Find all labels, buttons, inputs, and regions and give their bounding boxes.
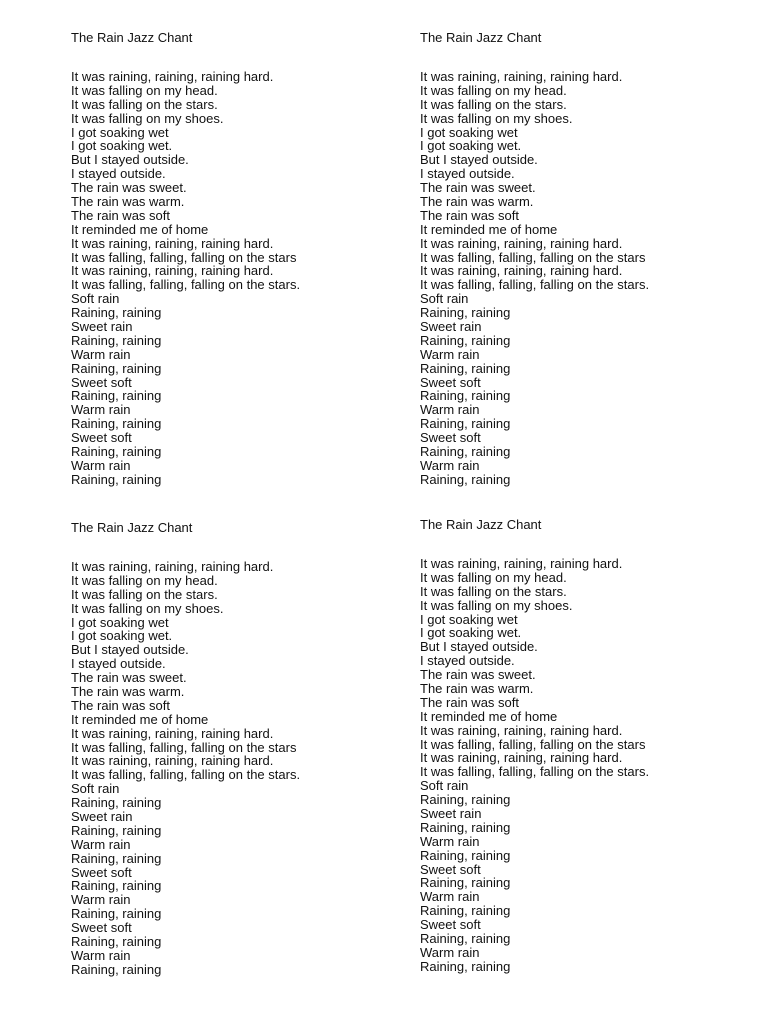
chant-line: The rain was sweet.	[71, 180, 187, 196]
chant-line: Raining, raining	[71, 416, 162, 432]
chant-title: The Rain Jazz Chant	[420, 517, 542, 532]
chant-line: Raining, raining	[71, 444, 162, 460]
chant-line: Soft rain	[71, 781, 120, 797]
chant-line: Sweet soft	[71, 864, 132, 880]
chant-line: It was falling on my shoes.	[420, 110, 573, 126]
chant-lines	[420, 557, 750, 974]
chant-line: Sweet rain	[420, 319, 482, 335]
chant-line: It was falling on the stars.	[71, 96, 218, 112]
chant-line: I got soaking wet	[420, 124, 518, 140]
chant-line: Sweet rain	[71, 809, 133, 825]
chant-line: It reminded me of home	[420, 708, 558, 724]
chant-line: It was raining, raining, raining hard.	[420, 69, 623, 84]
chant-line: It was falling, falling, falling on the stars	[71, 249, 297, 265]
chant-line: It was falling on the stars.	[420, 96, 567, 112]
chant-line: Raining, raining	[71, 934, 162, 950]
chant-line: It was falling on the stars.	[420, 583, 567, 599]
chant-line: It was falling on my head.	[71, 572, 218, 588]
chant-line: Raining, raining	[420, 875, 511, 891]
chant-line: I got soaking wet	[71, 614, 169, 630]
chant-line: I stayed outside.	[71, 166, 166, 182]
chant-line: Raining, raining	[420, 819, 511, 835]
chant-line: I stayed outside.	[420, 653, 515, 669]
chant-line: I got soaking wet.	[71, 138, 173, 154]
chant-line: The rain was warm.	[420, 194, 534, 210]
chant-line: Warm rain	[420, 944, 480, 960]
chant-line: I stayed outside.	[420, 166, 515, 182]
chant-line: Raining, raining	[420, 903, 511, 919]
chant-line: Raining, raining	[420, 444, 511, 460]
chant-line: The rain was warm.	[420, 681, 534, 697]
chant-line: Raining, raining	[71, 822, 162, 838]
chant-line: But I stayed outside.	[420, 152, 538, 168]
chant-line: Warm rain	[71, 457, 131, 473]
chant-block-bottom-left	[71, 520, 401, 977]
chant-line: Raining, raining	[420, 332, 511, 348]
chant-line: I got soaking wet	[420, 611, 518, 627]
chant-line: Soft rain	[71, 291, 120, 307]
chant-line: Raining, raining	[420, 305, 511, 321]
chant-line: I got soaking wet	[71, 124, 169, 140]
chant-line: Raining, raining	[71, 906, 162, 922]
chant-line: Raining, raining	[420, 388, 511, 404]
chant-line: Raining, raining	[71, 360, 162, 376]
chant-line: It was raining, raining, raining hard.	[71, 753, 274, 769]
chant-line: Raining, raining	[71, 961, 162, 977]
chant-line: Sweet soft	[420, 374, 481, 390]
chant-line: Raining, raining	[71, 305, 162, 321]
chant-line: It was raining, raining, raining hard.	[71, 725, 274, 741]
chant-line: The rain was soft	[71, 697, 170, 713]
chant-line: Sweet soft	[71, 430, 132, 446]
chant-line: It was falling on my head.	[420, 82, 567, 98]
chant-line: Raining, raining	[420, 792, 511, 808]
chant-title: The Rain Jazz Chant	[420, 30, 542, 45]
chant-line: Warm rain	[71, 346, 131, 362]
chant-line: Warm rain	[420, 833, 480, 849]
chant-line: I got soaking wet.	[420, 625, 522, 641]
chant-line: Raining, raining	[420, 931, 511, 947]
chant-line: It was falling on my shoes.	[71, 110, 224, 126]
chant-line: But I stayed outside.	[420, 639, 538, 655]
chant-line: Warm rain	[71, 836, 131, 852]
chant-line: It was raining, raining, raining hard.	[71, 235, 274, 251]
chant-line: It was raining, raining, raining hard.	[71, 263, 274, 279]
chant-line: The rain was sweet.	[71, 670, 187, 686]
chant-line: It was raining, raining, raining hard.	[71, 559, 274, 574]
chant-line: It was falling on my head.	[420, 569, 567, 585]
chant-line: It was falling on my shoes.	[71, 600, 224, 616]
chant-line: It was falling, falling, falling on the stars	[420, 249, 646, 265]
chant-line: It was raining, raining, raining hard.	[420, 750, 623, 766]
chant-line: It was raining, raining, raining hard.	[71, 69, 274, 84]
chant-line: I stayed outside.	[71, 656, 166, 672]
chant-line: The rain was warm.	[71, 194, 185, 210]
chant-line: But I stayed outside.	[71, 152, 189, 168]
chant-line: It was falling on my head.	[71, 82, 218, 98]
chant-line: Sweet rain	[71, 319, 133, 335]
chant-line: I got soaking wet.	[71, 628, 173, 644]
chant-line: Sweet soft	[420, 430, 481, 446]
chant-line: It was falling, falling, falling on the stars.	[420, 764, 650, 780]
chant-line: Warm rain	[71, 402, 131, 418]
chant-line: The rain was sweet.	[420, 180, 536, 196]
chant-line: But I stayed outside.	[71, 642, 189, 658]
chant-line: Warm rain	[420, 457, 480, 473]
chant-line: It reminded me of home	[71, 711, 209, 727]
chant-line: Soft rain	[420, 291, 469, 307]
chant-line: Warm rain	[420, 346, 480, 362]
chant-line: Sweet rain	[420, 806, 482, 822]
chant-line: It was falling, falling, falling on the stars.	[420, 277, 650, 293]
chant-block-bottom-right	[420, 517, 750, 974]
chant-line: It was falling, falling, falling on the stars	[420, 736, 646, 752]
chant-line: The rain was soft	[420, 207, 519, 223]
chant-line: It reminded me of home	[420, 221, 558, 237]
chant-lines	[420, 70, 750, 487]
chant-line: Soft rain	[420, 778, 469, 794]
chant-line: Raining, raining	[420, 847, 511, 863]
chant-line: Raining, raining	[71, 795, 162, 811]
chant-line: Sweet soft	[71, 920, 132, 936]
chant-line: The rain was soft	[420, 694, 519, 710]
chant-line: I got soaking wet.	[420, 138, 522, 154]
chant-line: Sweet soft	[420, 917, 481, 933]
chant-line: Warm rain	[420, 889, 480, 905]
chant-lines	[71, 560, 401, 977]
chant-lines	[71, 70, 401, 487]
chant-line: It was raining, raining, raining hard.	[420, 556, 623, 571]
chant-title: The Rain Jazz Chant	[71, 30, 193, 45]
chant-line: Raining, raining	[71, 388, 162, 404]
chant-line: Sweet soft	[420, 861, 481, 877]
chant-line: The rain was warm.	[71, 684, 185, 700]
chant-title: The Rain Jazz Chant	[71, 520, 193, 535]
chant-line: Raining, raining	[420, 360, 511, 376]
chant-line: Raining, raining	[420, 958, 511, 974]
chant-line: Raining, raining	[71, 332, 162, 348]
chant-line: It was falling, falling, falling on the stars	[71, 739, 297, 755]
chant-line: Sweet soft	[71, 374, 132, 390]
chant-line: It was falling, falling, falling on the stars.	[71, 767, 301, 783]
chant-line: It was falling on the stars.	[71, 586, 218, 602]
chant-line: It reminded me of home	[71, 221, 209, 237]
chant-block-top-right	[420, 30, 750, 487]
chant-line: Raining, raining	[71, 850, 162, 866]
chant-line: Raining, raining	[71, 878, 162, 894]
chant-line: It was raining, raining, raining hard.	[420, 722, 623, 738]
chant-line: It was falling on my shoes.	[420, 597, 573, 613]
chant-line: Raining, raining	[420, 471, 511, 487]
chant-line: The rain was sweet.	[420, 667, 536, 683]
chant-line: It was falling, falling, falling on the stars.	[71, 277, 301, 293]
chant-line: It was raining, raining, raining hard.	[420, 263, 623, 279]
chant-line: Warm rain	[420, 402, 480, 418]
chant-line: It was raining, raining, raining hard.	[420, 235, 623, 251]
chant-block-top-left	[71, 30, 401, 487]
chant-line: Warm rain	[71, 947, 131, 963]
chant-line: The rain was soft	[71, 207, 170, 223]
chant-line: Warm rain	[71, 892, 131, 908]
chant-line: Raining, raining	[420, 416, 511, 432]
chant-line: Raining, raining	[71, 471, 162, 487]
